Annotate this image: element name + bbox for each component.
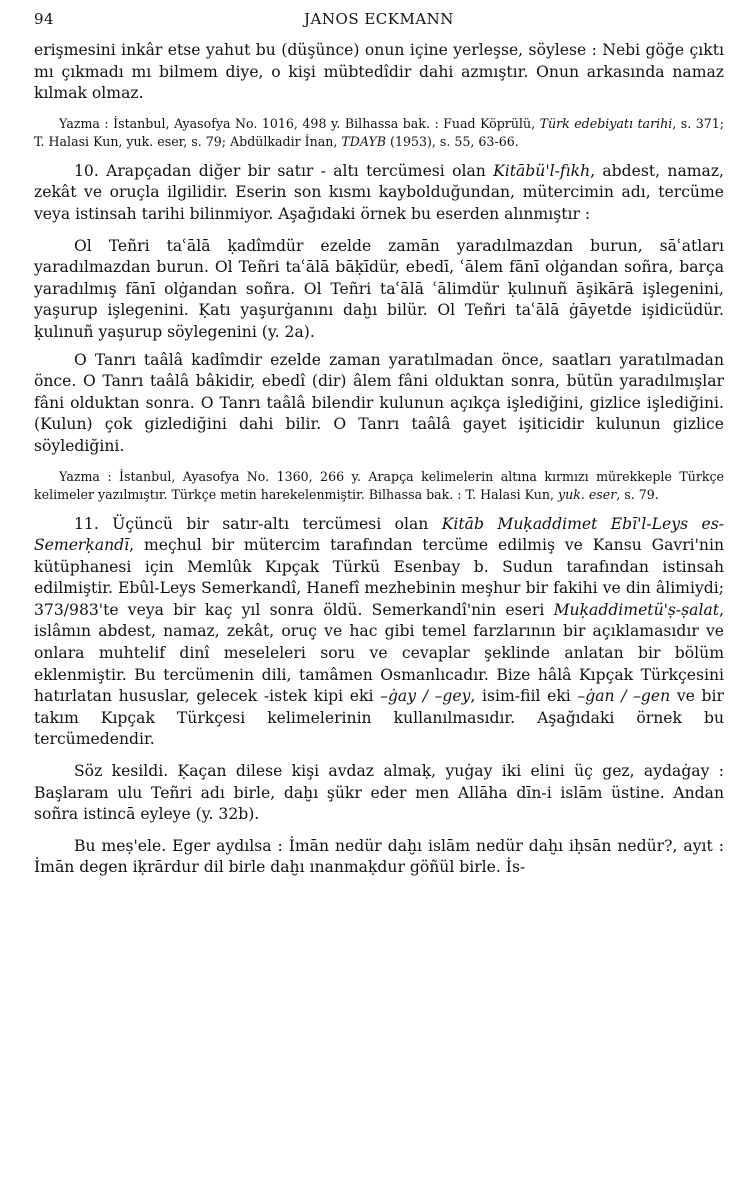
section-11 xyxy=(34,514,724,752)
source-note-1 xyxy=(34,115,724,151)
source-text: Yazma : İstanbul, Ayasofya No. 1360, 266 y. Arapça kelimelerin altına kırmızı mürekkeple Türkçe kelimeler yazılmıştır. Türkçe metin harekelenmiştir. Bilhassa bak. : T. Halasi Kun, xyxy=(34,468,724,502)
section-text: Üçüncü bir satır-altı tercümesi olan xyxy=(112,514,442,533)
section-text: , meçhul bir mütercim tarafından tercüme edilmiş ve Kansu Gavri'nin kütüphanesi için Memlûk Kıpçak Türkü Esenbay b. Sudun tarafından istinsah edilmiştir. Ebûl-Leys Semerkandî, Hanefî mezhebinin meşhur bir fakihi ve din âlimiydi; 373/983'te veya bir kaç yıl sonra öldü. Semerkandî'nin eseri xyxy=(34,536,724,619)
work-title: Muḳaddimetü'ṣ-ṣalat xyxy=(553,600,720,619)
section-text: , islâmın abdest, namaz, zekât, oruç ve hac gibi temel farzlarının bir açıklamasıdır ve onlara muhtelif dinî meseleleri soru ve cevaplar şeklinde anlatan bir bölüm eklenmiştir. Bu tercümenin dili, tamâmen Osmanlıcadır. Bize hâlâ Kıpçak Türkçesini hatırlatan hususlar, gelecek -istek kipi eki xyxy=(34,600,724,706)
source-note-2 xyxy=(34,468,724,504)
section-10 xyxy=(34,161,724,226)
suffix-form: –ġan / –gen xyxy=(577,687,671,706)
source-text: Yazma : İstanbul, Ayasofya No. 1016, 498 y. Bilhassa bak. : Fuad Köprülü, xyxy=(59,115,540,131)
work-title: Kitābü'l-fıkh xyxy=(493,161,591,180)
section-number: 11. xyxy=(74,514,113,533)
section-text: Arapçadan diğer bir satır - altı tercümesi olan xyxy=(106,161,494,180)
suffix-form: –ġay / –gey xyxy=(380,687,471,706)
section-number: 10. xyxy=(74,161,107,180)
source-text: (1953), s. 55, 63-66. xyxy=(386,133,519,149)
source-text: , s. 79. xyxy=(616,486,659,502)
cited-title: Türk edebiyatı tarihi xyxy=(539,115,673,131)
quote-11-b: Bu meṣ'ele. Eger aydılsa : İmān nedür daḫı islām nedür daḫı iḥsān nedür?, ayıt : İmān degen iḳrārdur dil birle daḫı ınanmaḳdur göñül birle. İs- xyxy=(34,836,724,877)
page-number: 94 xyxy=(34,10,55,28)
quote-10-translation: O Tanrı taâlâ kadîmdir ezelde zaman yaratılmadan önce, saatları yaratılmadan önce. O Tanrı taâlâ bâkidir, ebedî (dir) âlem fâni olduktan sonra, bütün yaradılmışlar fâni olduktan sonra. O Tanrı taâlâ bilendir kulunun açıkça işlediğini, gizlice işlediğini. (Kulun) çok gizlediğini dahi bilir. O Tanrı taâlâ gayet işiticidir kulunun gizlice söylediğini. xyxy=(34,350,724,455)
quote-10-original: Ol Teñri taʿālā ḳadîmdür ezelde zamān yaradılmazdan burun, sāʿatları yaradılmazdan burun. Ol Teñri taʿālā bāḳīdür, ebedī, ʿālem fānī olġandan soñra, barça yaradılmış fānī olġandan soñra. Ol Teñri taʿālā ʿālimdür ḳulınuñ āşikārā işlegenini, yaşurup işlegenini. Ḳatı yaşurġanını daḫı bilür. Ol Teñri taʿālā ġāyetde işidicüdür. ḳulınuñ yaşurup söylegenini (y. 2a). xyxy=(34,236,724,341)
section-text: ve bir takım Kıpçak Türkçesi kelimelerinin kullanılmasıdır. Aşağıdaki örnek bu tercümedendir. xyxy=(34,687,724,749)
cited-title: TDAYB xyxy=(341,133,387,149)
page xyxy=(34,10,724,879)
paragraph-continuation: erişmesini inkâr etse yahut bu (düşünce) onun içine yerleşse, söylese : Nebi göğe çıktı mı çıkmadı mı bilmem diye, o kişi mübtedîdir dahi azmıştır. Onun arkasında namaz kılmak olmaz. xyxy=(34,41,724,103)
cited-title: yuk. eser xyxy=(557,486,617,502)
section-text: , isim-fiil eki xyxy=(470,687,578,706)
running-head xyxy=(34,10,724,40)
section-text: , abdest, namaz, zekât ve oruçla ilgilidir. Eserin son kısmı kaybolduğundan, mütercimin adı, tercüme veya istinsah tarihi bilinmiyor. Aşağıdaki örnek bu eserden alınmıştır : xyxy=(34,161,724,223)
work-title: Kitāb Muḳaddimet Ebī'l-Leys es-Semerḳandī xyxy=(34,514,724,555)
source-text: , s. 371; T. Halasi Kun, yuk. eser, s. 79; Abdülkadir İnan, xyxy=(34,115,724,149)
running-title: JANOS ECKMANN xyxy=(304,10,454,28)
quote-11-a: Söz kesildi. Ḳaçan dilese kişi avdaz almaḳ, yuġay iki elini üç gez, aydaġay : Başlaram ulu Teñri adı birle, daḫı şükr eder men Allāha dīn-i islām üstine. Andan soñra istincā eyleye (y. 32b). xyxy=(34,762,724,824)
